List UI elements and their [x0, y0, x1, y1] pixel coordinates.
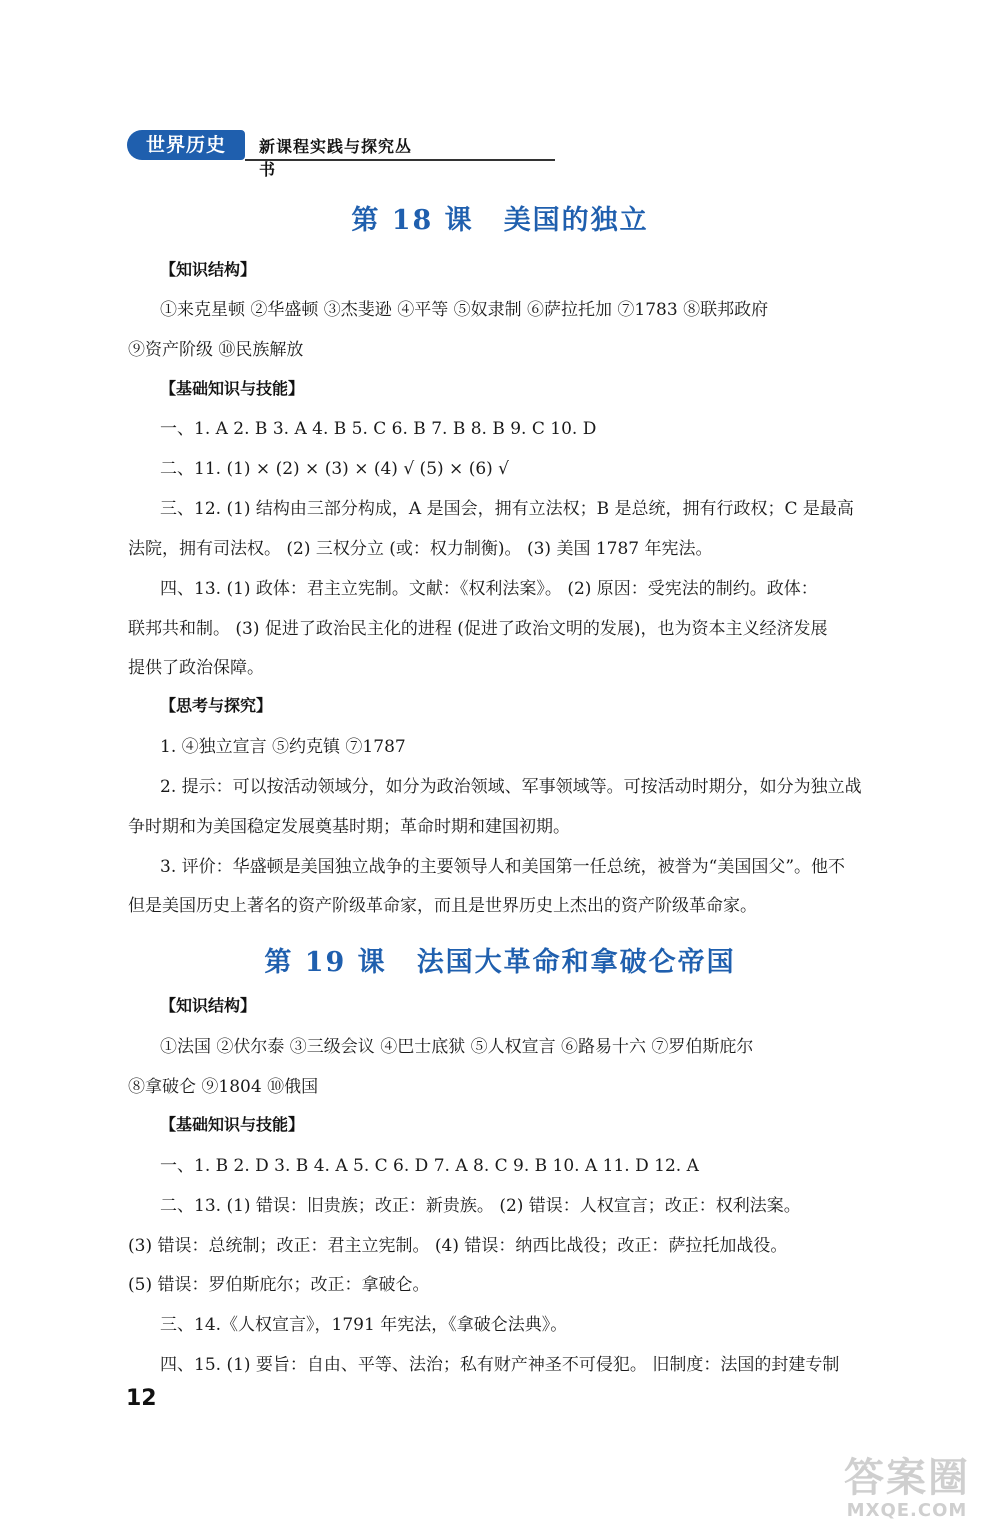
answer-line: 二、13. (1) 错误：旧贵族；改正：新贵族。 (2) 错误：人权宣言；改正：权利法案。 [160, 1196, 801, 1216]
watermark-text: 答案圈 [844, 1455, 970, 1501]
answer-line: 二、11. (1) × (2) × (3) × (4) √ (5) × (6) √ [160, 459, 510, 479]
answer-line: 1. ④独立宣言 ⑤约克镇 ⑦1787 [160, 737, 406, 757]
lesson-19-title [0, 940, 1000, 979]
subject-badge: 世界历史 [127, 130, 245, 160]
answer-line: 提供了政治保障。 [128, 658, 264, 678]
answer-line: 2. 提示：可以按活动领域分，如分为政治领域、军事领域等。可按活动时期分，如分为独立战 [160, 777, 862, 797]
header-rule [245, 159, 555, 161]
answer-line: (3) 错误：总统制；改正：君主立宪制。 (4) 错误：纳西比战役；改正：萨拉托加战役。 [128, 1236, 788, 1256]
page-number: 12 [126, 1386, 157, 1411]
answer-line: 联邦共和制。 (3) 促进了政治民主化的进程 (促进了政治文明的发展)，也为资本主义经济发展 [128, 619, 828, 639]
answer-line: 三、12. (1) 结构由三部分构成，A 是国会，拥有立法权；B 是总统，拥有行政权；C 是最高 [160, 499, 854, 519]
watermark-url: MXQE.COM [846, 1500, 968, 1521]
answer-line: 一、1. B 2. D 3. B 4. A 5. C 6. D 7. A 8. C 9. B 10. A 11. D 12. A [160, 1156, 699, 1176]
section-basic-knowledge: 【基础知识与技能】 [160, 379, 305, 398]
answer-line: 三、14.《人权宣言》，1791 年宪法，《拿破仑法典》。 [160, 1315, 568, 1335]
lesson-18-title [0, 198, 1000, 237]
answer-line: ①来克星顿 ②华盛顿 ③杰斐逊 ④平等 ⑤奴隶制 ⑥萨拉托加 ⑦1783 ⑧联邦政府 [160, 300, 769, 320]
section-think-explore: 【思考与探究】 [160, 696, 273, 715]
answer-line: ①法国 ②伏尔泰 ③三级会议 ④巴士底狱 ⑤人权宣言 ⑥路易十六 ⑦罗伯斯庇尔 [160, 1037, 754, 1057]
answer-line: (5) 错误：罗伯斯庇尔；改正：拿破仑。 [128, 1275, 430, 1295]
section-knowledge-structure: 【知识结构】 [160, 996, 257, 1015]
answer-line: 四、13. (1) 政体：君主立宪制。文献：《权利法案》。 (2) 原因：受宪法的制约。政体： [160, 579, 818, 599]
answer-line: 3. 评价：华盛顿是美国独立战争的主要领导人和美国第一任总统，被誉为“美国国父”。他不 [160, 857, 846, 877]
answer-line: 一、1. A 2. B 3. A 4. B 5. C 6. B 7. B 8. B 9. C 10. D [160, 419, 597, 439]
lesson-19-name: 法国大革命和拿破仑帝国 [416, 947, 736, 978]
answer-line: 争时期和为美国稳定发展奠基时期；革命时期和建国初期。 [128, 817, 570, 837]
answer-line: 四、15. (1) 要旨：自由、平等、法治；私有财产神圣不可侵犯。 旧制度：法国的封建专制 [160, 1355, 840, 1375]
lesson-19-number: 第 19 课 [264, 947, 387, 978]
section-basic-knowledge: 【基础知识与技能】 [160, 1115, 305, 1134]
watermark-logo [822, 1456, 992, 1526]
series-title: 新课程实践与探究丛书 [259, 137, 413, 179]
answer-line: 法院，拥有司法权。 (2) 三权分立 (或：权力制衡)。 (3) 美国 1787 年宪法。 [128, 539, 713, 559]
lesson-18-name: 美国的独立 [503, 205, 649, 236]
answer-line: ⑨资产阶级 ⑩民族解放 [128, 340, 304, 360]
lesson-18-number: 第 18 课 [351, 205, 474, 236]
answer-line: ⑧拿破仑 ⑨1804 ⑩俄国 [128, 1077, 319, 1097]
answer-line: 但是美国历史上著名的资产阶级革命家，而且是世界历史上杰出的资产阶级革命家。 [128, 896, 757, 916]
section-knowledge-structure: 【知识结构】 [160, 260, 257, 279]
running-header [127, 128, 427, 179]
